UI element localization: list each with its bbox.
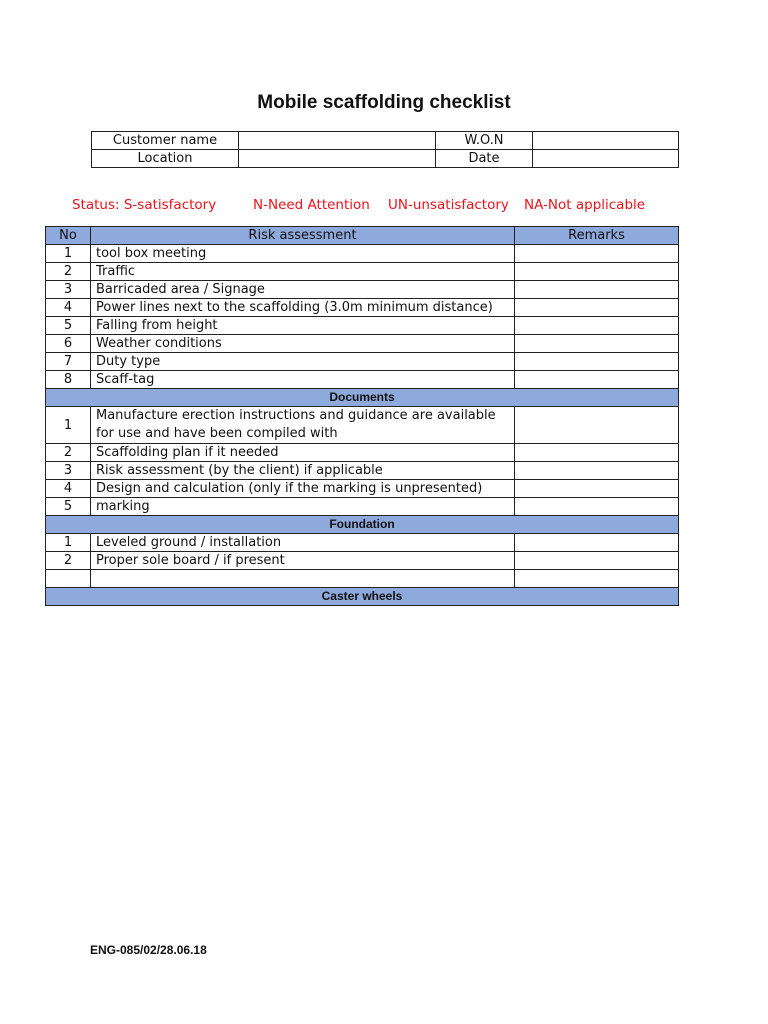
remarks-cell[interactable] (515, 570, 679, 588)
date-field[interactable] (533, 150, 679, 168)
column-header-remarks: Remarks (515, 227, 679, 245)
remarks-cell[interactable] (515, 444, 679, 462)
remarks-cell[interactable] (515, 317, 679, 335)
documents-items (46, 407, 679, 516)
table-row (46, 462, 679, 480)
item-number: 1 (46, 534, 91, 552)
table-row (46, 444, 679, 462)
item-description: Scaff-tag (91, 371, 515, 389)
location-field[interactable] (239, 150, 436, 168)
remarks-cell[interactable] (515, 498, 679, 516)
section-caster-wheels-label: Caster wheels (46, 588, 679, 606)
remarks-cell[interactable] (515, 462, 679, 480)
item-number: 2 (46, 263, 91, 281)
status-legend-not-applicable: NA-Not applicable (524, 197, 646, 213)
item-number: 4 (46, 299, 91, 317)
item-description: Duty type (91, 353, 515, 371)
item-description: Design and calculation (only if the marking is unpresented) (91, 480, 515, 498)
job-info-table (91, 131, 679, 168)
section-foundation (46, 516, 679, 534)
item-description: Proper sole board / if present (91, 552, 515, 570)
column-header-no: No (46, 227, 91, 245)
item-description: marking (91, 498, 515, 516)
location-label: Location (92, 150, 239, 168)
item-number: 7 (46, 353, 91, 371)
item-description: tool box meeting (91, 245, 515, 263)
item-number: 4 (46, 480, 91, 498)
section-documents-label: Documents (46, 389, 679, 407)
item-number: 8 (46, 371, 91, 389)
item-number: 5 (46, 317, 91, 335)
item-description: Scaffolding plan if it needed (91, 444, 515, 462)
column-header-row (46, 227, 679, 245)
table-row (46, 317, 679, 335)
table-row (46, 263, 679, 281)
risk-items (46, 245, 679, 389)
item-number: 6 (46, 335, 91, 353)
table-row (46, 335, 679, 353)
item-number: 2 (46, 552, 91, 570)
section-caster-wheels (46, 588, 679, 606)
date-label: Date (436, 150, 533, 168)
customer-name-field[interactable] (239, 132, 436, 150)
column-header-risk: Risk assessment (91, 227, 515, 245)
item-description: Barricaded area / Signage (91, 281, 515, 299)
table-row (46, 570, 679, 588)
table-row (46, 552, 679, 570)
status-legend-need-attention: N-Need Attention (253, 197, 370, 213)
item-description: Leveled ground / installation (91, 534, 515, 552)
remarks-cell[interactable] (515, 299, 679, 317)
page-title: Mobile scaffolding checklist (257, 92, 511, 113)
remarks-cell[interactable] (515, 480, 679, 498)
remarks-cell[interactable] (515, 534, 679, 552)
table-row (46, 498, 679, 516)
table-row (46, 353, 679, 371)
remarks-cell[interactable] (515, 263, 679, 281)
remarks-cell[interactable] (515, 552, 679, 570)
checklist-table (45, 226, 679, 606)
table-row (46, 371, 679, 389)
remarks-cell[interactable] (515, 281, 679, 299)
status-legend-satisfactory: Status: S-satisfactory (72, 197, 217, 213)
table-row (46, 245, 679, 263)
document-code: ENG-085/02/28.06.18 (90, 943, 207, 957)
remarks-cell[interactable] (515, 371, 679, 389)
section-foundation-label: Foundation (46, 516, 679, 534)
item-description (91, 570, 515, 588)
foundation-items (46, 534, 679, 588)
item-number: 3 (46, 462, 91, 480)
table-row (46, 299, 679, 317)
item-description: Falling from height (91, 317, 515, 335)
item-description: Risk assessment (by the client) if applicable (91, 462, 515, 480)
remarks-cell[interactable] (515, 353, 679, 371)
item-description: Manufacture erection instructions and guidance are available for use and have been compiled with (91, 407, 515, 444)
item-description: Power lines next to the scaffolding (3.0m minimum distance) (91, 299, 515, 317)
item-number: 2 (46, 444, 91, 462)
customer-name-label: Customer name (92, 132, 239, 150)
item-description: Traffic (91, 263, 515, 281)
item-number (46, 570, 91, 588)
table-row (46, 281, 679, 299)
remarks-cell[interactable] (515, 245, 679, 263)
won-label: W.O.N (436, 132, 533, 150)
item-number: 1 (46, 245, 91, 263)
status-legend-unsatisfactory: UN-unsatisfactory (388, 197, 509, 213)
table-row (46, 480, 679, 498)
table-row (46, 407, 679, 444)
item-number: 5 (46, 498, 91, 516)
item-description: Weather conditions (91, 335, 515, 353)
job-info-row-1 (92, 132, 679, 150)
remarks-cell[interactable] (515, 407, 679, 444)
section-documents (46, 389, 679, 407)
job-info-row-2 (92, 150, 679, 168)
item-number: 3 (46, 281, 91, 299)
remarks-cell[interactable] (515, 335, 679, 353)
table-row (46, 534, 679, 552)
item-number: 1 (46, 407, 91, 444)
won-field[interactable] (533, 132, 679, 150)
